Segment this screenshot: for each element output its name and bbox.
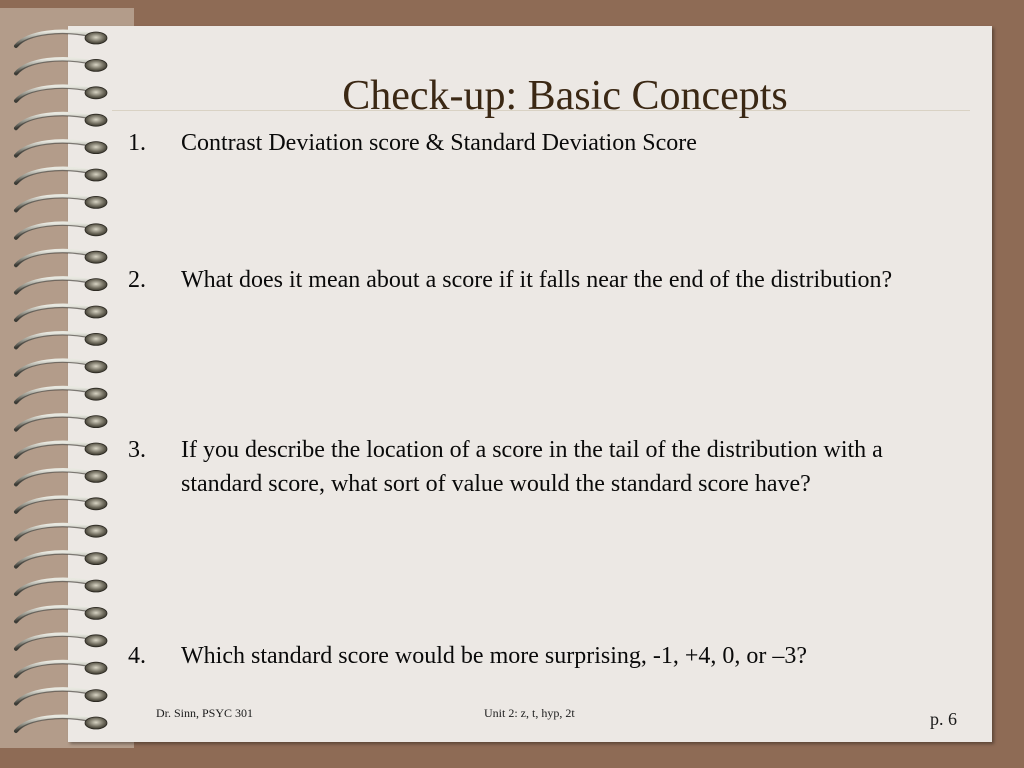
- spiral-coil: [16, 59, 107, 74]
- spiral-coil: [16, 360, 107, 375]
- question-text: What does it mean about a score if it falls near the end of the distribution?: [181, 267, 893, 293]
- question-text: Which standard score would be more surprising, -1, +4, 0, or –3?: [181, 643, 808, 669]
- spiral-coil: [16, 497, 107, 512]
- footer-unit: Unit 2: z, t, hyp, 2t: [484, 706, 575, 720]
- question-text: Contrast Deviation score & Standard Deviation Score: [181, 130, 697, 156]
- spiral-coil: [16, 580, 107, 595]
- spiral-coil: [16, 634, 107, 649]
- question-number: 1.: [128, 130, 146, 156]
- question-number: 4.: [128, 643, 146, 669]
- spiral-coil: [16, 607, 107, 622]
- spiral-coil: [16, 333, 107, 348]
- spiral-coil: [16, 689, 107, 704]
- spiral-coil: [16, 525, 107, 540]
- spiral-coil: [16, 278, 107, 293]
- question-item-4: [128, 639, 948, 673]
- question-number: 2.: [128, 267, 146, 293]
- spiral-coil: [16, 662, 107, 677]
- spiral-coil: [16, 470, 107, 485]
- spiral-coil: [16, 415, 107, 430]
- spiral-coil: [16, 251, 107, 266]
- spiral-coil: [16, 388, 107, 403]
- spiral-coil: [16, 169, 107, 184]
- spiral-coil: [16, 141, 107, 156]
- footer-page-number: p. 6: [930, 709, 957, 729]
- question-text: If you describe the location of a score in the tail of the distribution with a standard score, what sort of value would the standard score have?: [181, 437, 883, 497]
- question-item-1: [128, 126, 948, 160]
- spiral-coil: [16, 443, 107, 458]
- spiral-coil: [16, 86, 107, 101]
- spiral-binding-icon: [0, 0, 120, 768]
- spiral-coil: [16, 552, 107, 567]
- spiral-coil: [16, 196, 107, 211]
- slide-title: Check-up: Basic Concepts: [342, 73, 788, 119]
- question-item-2: [128, 263, 948, 297]
- question-number: 3.: [128, 437, 146, 463]
- spiral-coil: [16, 223, 107, 238]
- spiral-coil: [16, 32, 107, 47]
- spiral-coil: [16, 306, 107, 321]
- question-item-3: [128, 433, 948, 501]
- spiral-coil: [16, 717, 107, 732]
- footer-author: Dr. Sinn, PSYC 301: [156, 706, 254, 720]
- spiral-coil: [16, 114, 107, 129]
